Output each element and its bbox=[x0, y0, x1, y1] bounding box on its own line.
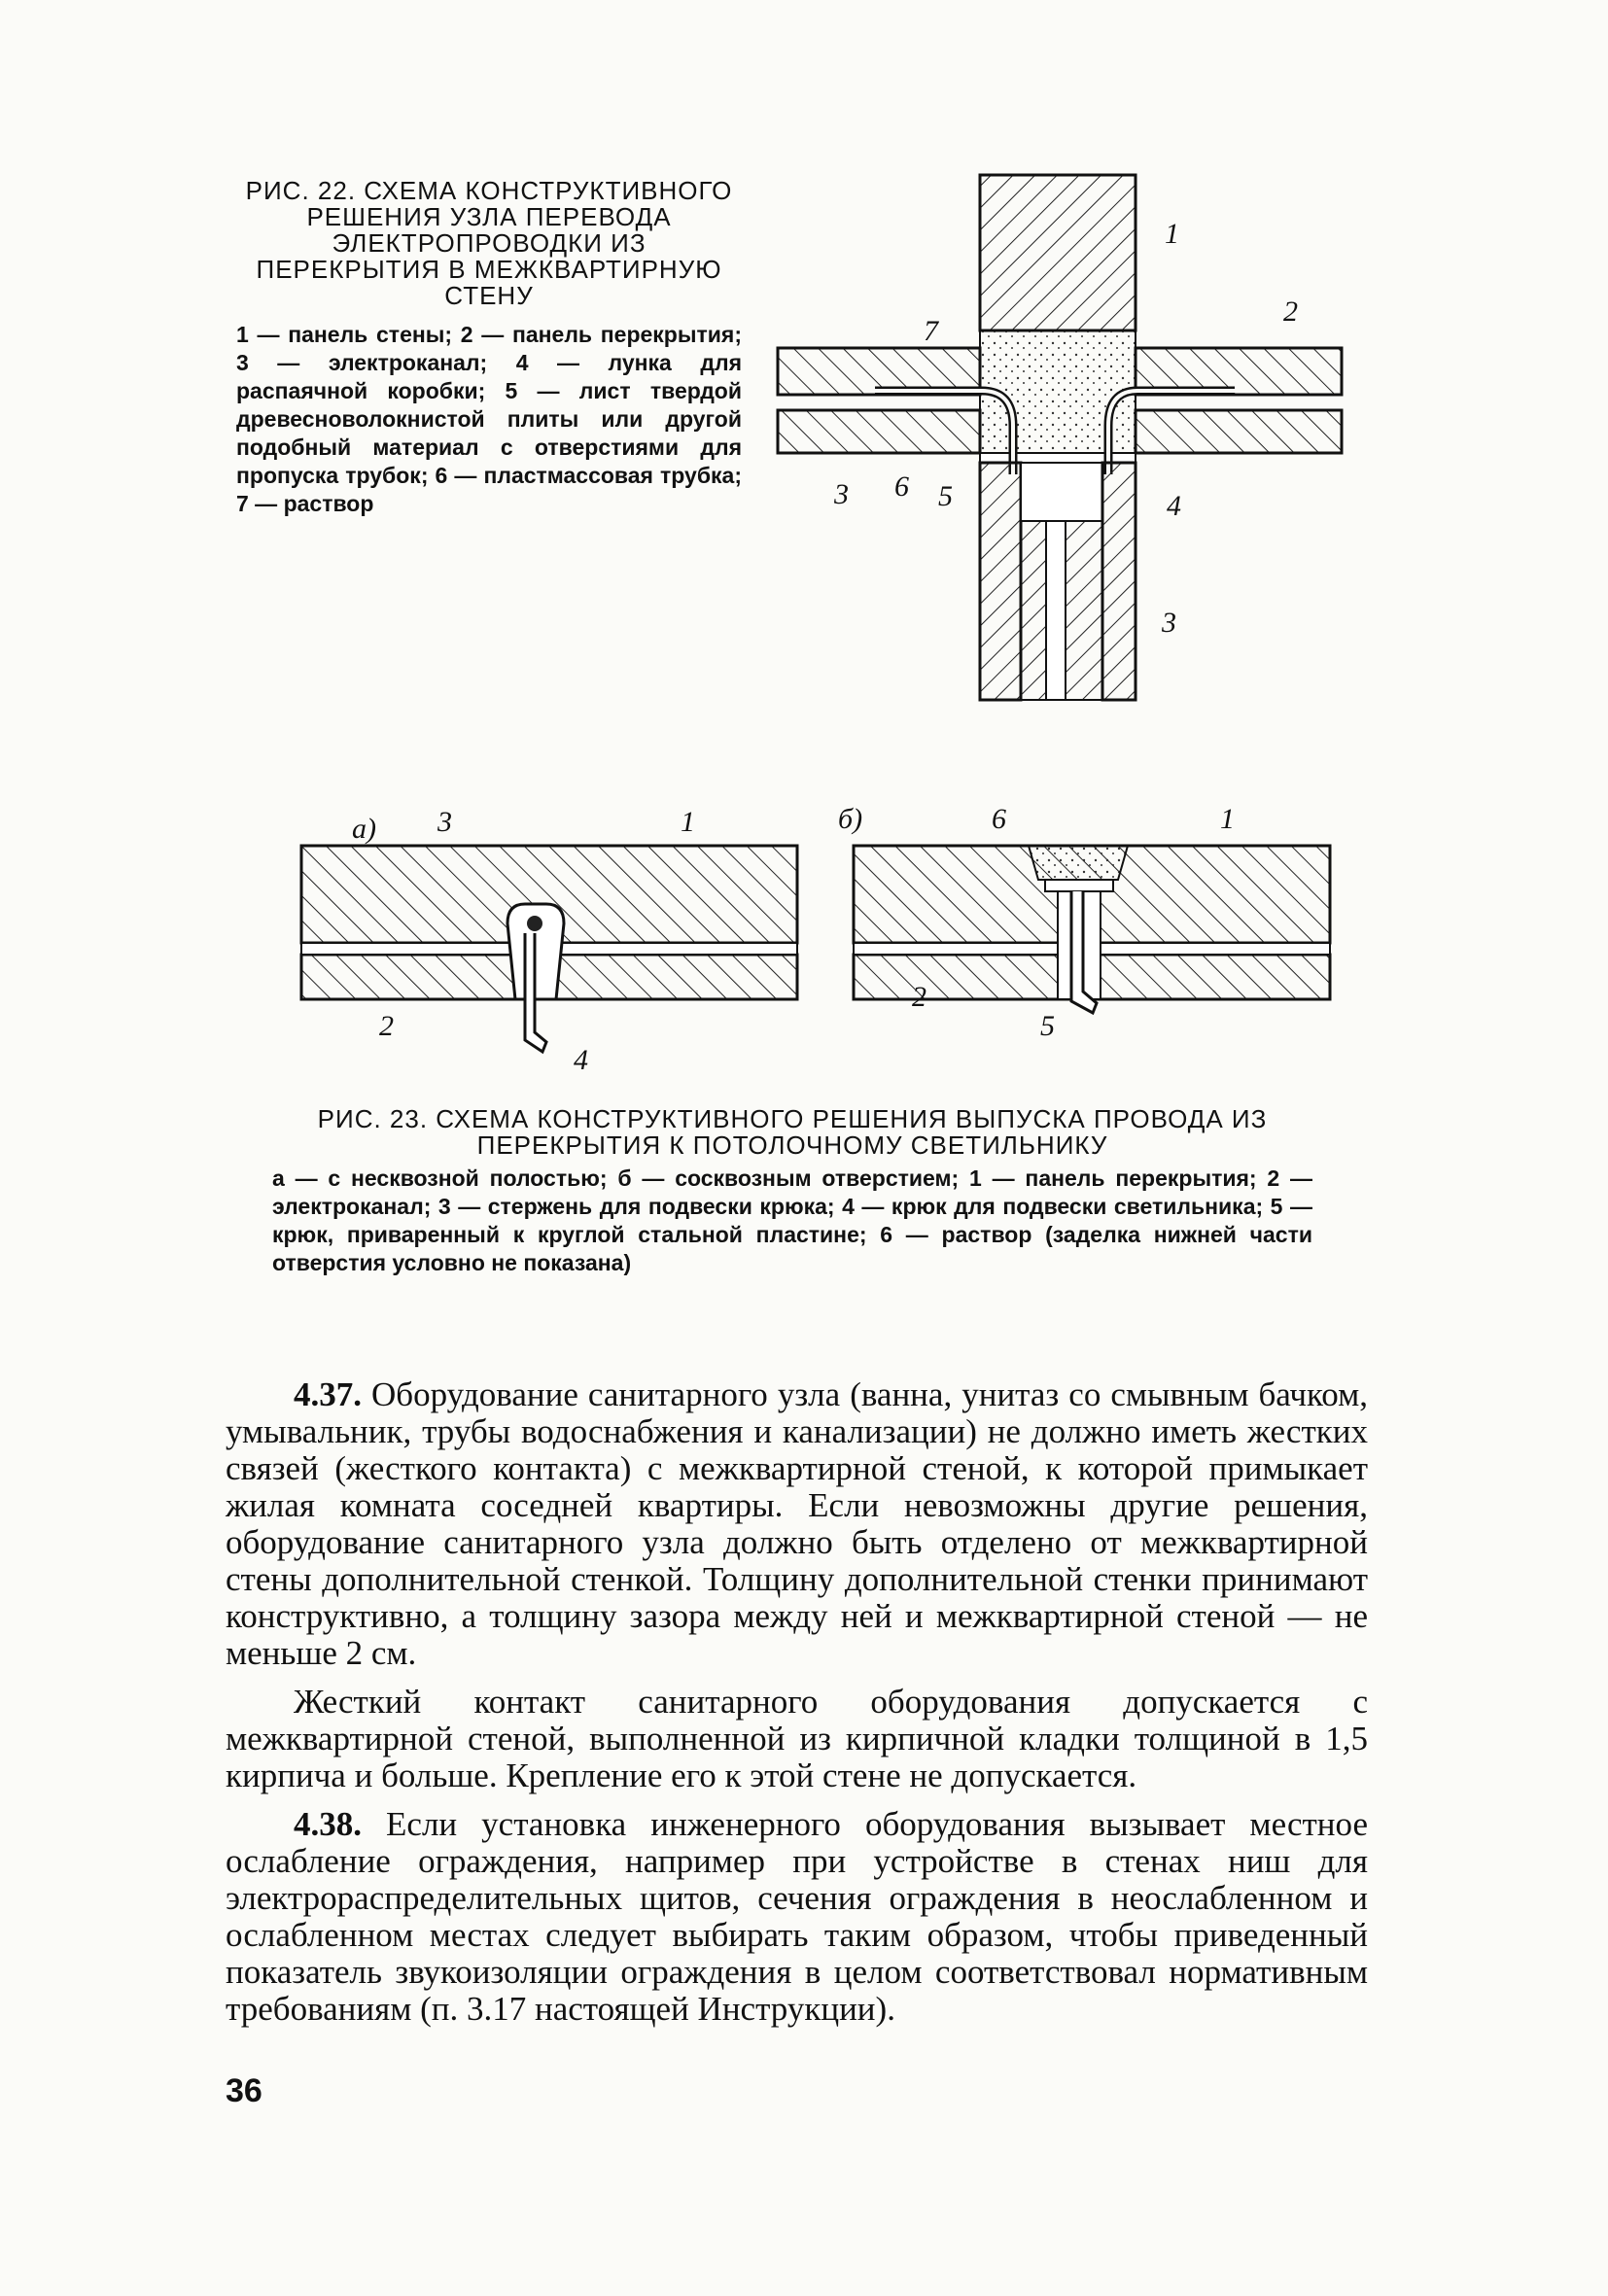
lower-wall-left bbox=[980, 463, 1021, 700]
mortar-plug-b bbox=[1029, 846, 1128, 880]
fig23-legend: а — с несквозной полостью; б — сосквозным отверстием; 1 — панель перекрытия; 2 — электроканал; 3 — стержень для подвески крюка; 4 — крюк для подвески светильника; 5 — крюк, приваренный к круглой стальной пластине; 6 — раствор (заделка нижней части отверстия условно не показана) bbox=[272, 1165, 1312, 1275]
slab-left-lower bbox=[778, 410, 980, 453]
fig22-label-3a: 3 bbox=[834, 478, 849, 510]
lower-wall-right bbox=[1102, 463, 1136, 700]
fig22-label-4: 4 bbox=[1167, 490, 1181, 522]
fig23-panel-a bbox=[292, 787, 817, 1079]
fig23a-label-3: 3 bbox=[437, 806, 452, 838]
paragraph-4-37-cont bbox=[226, 1684, 1368, 1794]
paragraph-4-38 bbox=[226, 1806, 1368, 2028]
fig23-title: РИС. 23. СХЕМА КОНСТРУКТИВНОГО РЕШЕНИЯ ВЫПУСКА ПРОВОДА ИЗ ПЕРЕКРЫТИЯ К ПОТОЛОЧНОМУ СВЕТИЛЬНИКУ bbox=[317, 1104, 1268, 1160]
upper-wall-panel bbox=[980, 175, 1136, 330]
socket-box bbox=[1021, 463, 1102, 521]
fig23a-label-1: 1 bbox=[681, 806, 695, 838]
steel-plate-b bbox=[1045, 880, 1113, 891]
fig23-panel-b bbox=[836, 787, 1342, 1079]
page-number: 36 bbox=[226, 2072, 262, 2109]
fig23b-label-2: 2 bbox=[912, 981, 926, 1013]
paragraph-4-37 bbox=[226, 1376, 1368, 1672]
fig22-label-7: 7 bbox=[924, 315, 938, 347]
fig22-label-6: 6 bbox=[894, 470, 909, 503]
fig22-label-2: 2 bbox=[1283, 296, 1298, 328]
fig22-label-5: 5 bbox=[938, 480, 953, 512]
fig23a-label-2: 2 bbox=[379, 1010, 394, 1042]
fig23a-label-4: 4 bbox=[574, 1044, 588, 1076]
fig23b-label-1: 1 bbox=[1220, 803, 1235, 835]
fig23b-label-5: 5 bbox=[1040, 1010, 1055, 1042]
fig23b-tag: б) bbox=[838, 803, 863, 835]
slab-right-lower bbox=[1136, 410, 1342, 453]
paragraph-text: Если установка инженерного оборудования вызывает местное ослабление ограждения, например при устройстве в стенах ниш для электрораспределительных щитов, сечения ограждения в неослабленном и ослабленном местах следует выбирать таким образом, чтобы приведенный показатель звукоизоляции ограждения в целом соответствовал нормативным требованиям (п. 3.17 настоящей Инструкции). bbox=[226, 1805, 1368, 2028]
paragraph-number: 4.38. bbox=[294, 1805, 362, 1843]
fig22-legend: 1 — панель стены; 2 — панель перекрытия; 3 — электроканал; 4 — лунка для распаячной коробки; 5 — лист твердой древесноволокнистой плиты или другой подобный материал с отверстиями для пропуска трубок; 6 — пластмассовая трубка; 7 — раствор bbox=[236, 322, 742, 516]
electro-channel bbox=[1046, 521, 1066, 700]
hook-rod-a bbox=[527, 916, 542, 931]
body-text bbox=[226, 1376, 1368, 2028]
paragraph-text: Оборудование санитарного узла (ванна, унитаз со смывным бачком, умывальник, трубы водоснабжения и канализации) не должно иметь жестких связей (жесткого контакта) с межквартирной стеной, к которой примыкает жилая комната соседней квартиры. Если невозможны другие решения, оборудование санитарного узла должно быть отделено от межквартирной стены дополнительной стенкой. Толщину дополнительной стенки принимают конструктивно, а толщину зазора между ней и межквартирной стеной — не меньше 2 см. bbox=[226, 1375, 1368, 1672]
fig22-label-3b: 3 bbox=[1162, 607, 1176, 639]
fig22-drawing bbox=[758, 165, 1361, 710]
paragraph-text: Жесткий контакт санитарного оборудования допускается с межквартирной стеной, выполненной из кирпичной кладки толщиной в 1,5 кирпича и больше. Крепление его к этой стене не допускается. bbox=[226, 1683, 1368, 1794]
fig23a-tag: а) bbox=[352, 813, 376, 845]
fig22-label-1: 1 bbox=[1165, 218, 1179, 250]
fig23b-label-6: 6 bbox=[992, 803, 1006, 835]
fig22-title: РИС. 22. СХЕМА КОНСТРУКТИВНОГО РЕШЕНИЯ УЗЛА ПЕРЕВОДА ЭЛЕКТРОПРОВОДКИ ИЗ ПЕРЕКРЫТИЯ В МЕЖКВАРТИРНУЮ СТЕНУ bbox=[245, 176, 733, 310]
paragraph-number: 4.37. bbox=[294, 1375, 362, 1413]
